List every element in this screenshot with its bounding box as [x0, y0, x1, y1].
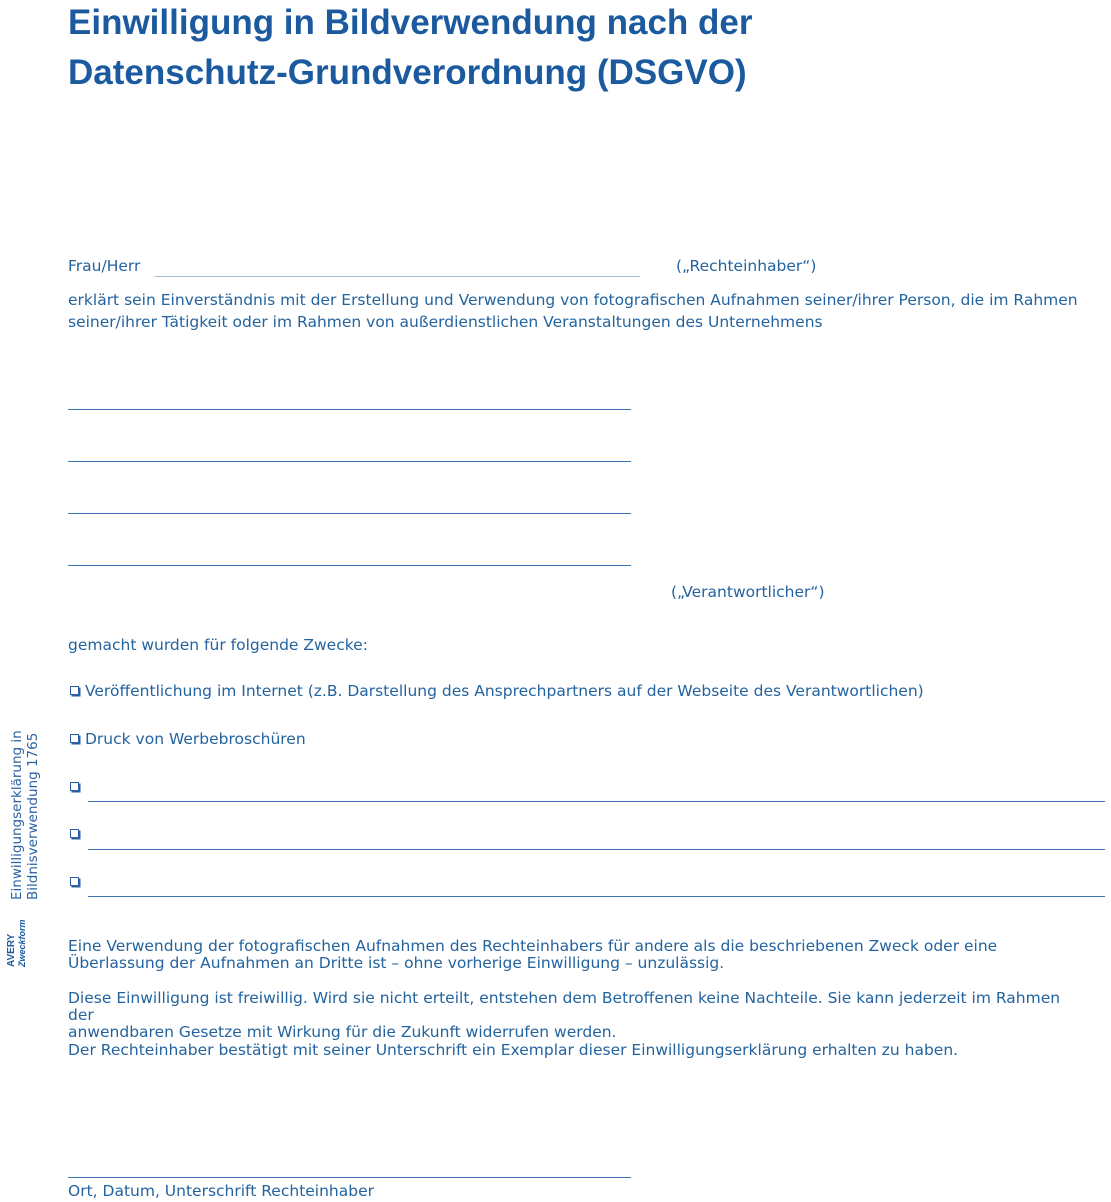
checkbox-custom-1[interactable] — [70, 782, 79, 791]
option-druck-label: Druck von Werbebroschüren — [85, 730, 306, 748]
checkbox-custom-2[interactable] — [70, 829, 79, 838]
paragraph-copy-line1: Der Rechteinhaber bestätigt mit seiner Unterschrift ein Exemplar dieser Einwilligungserklärung erhalten zu haben. — [68, 1041, 959, 1059]
intro-text-line2: seiner/ihrer Tätigkeit oder im Rahmen von außerdienstlichen Veranstaltungen des Unternehmens — [68, 313, 823, 331]
verantwortlicher-label: („Verantwortlicher“) — [671, 583, 825, 601]
option-druck — [70, 728, 306, 750]
logo-text-zweckform: Zweckform — [17, 919, 27, 967]
avery-zweckform-logo — [6, 905, 38, 969]
checkbox-druck[interactable] — [70, 734, 79, 743]
company-field-line-1[interactable] — [68, 409, 631, 410]
zwecke-label: gemacht wurden für folgende Zwecke: — [68, 636, 368, 654]
checkbox-internet[interactable] — [70, 686, 79, 695]
paragraph-copy — [68, 1042, 1068, 1059]
option-internet — [70, 680, 924, 702]
signature-label: Ort, Datum, Unterschrift Rechteinhaber — [68, 1182, 375, 1200]
company-field-line-3[interactable] — [68, 513, 631, 514]
paragraph-usage-line1: Eine Verwendung der fotografischen Aufnahmen des Rechteinhabers für andere als die beschriebenen Zweck oder eine — [68, 937, 998, 955]
page-title-line2: Datenschutz-Grundverordnung (DSGVO) — [68, 53, 747, 92]
sidebar-line2: Bildnisverwendung 1765 — [25, 732, 41, 900]
rechteinhaber-label: („Rechteinhaber“) — [676, 257, 817, 275]
paragraph-usage — [68, 938, 1068, 972]
sidebar-line1: Einwilligungserklärung in — [9, 730, 25, 900]
custom-purpose-line-3[interactable] — [88, 896, 1105, 897]
paragraph-voluntary — [68, 990, 1068, 1041]
logo-text-avery: AVERY — [6, 933, 17, 967]
name-field-line[interactable] — [155, 276, 640, 277]
name-label: Frau/Herr — [68, 257, 141, 275]
option-internet-label: Veröffentlichung im Internet (z.B. Darstellung des Ansprechpartners auf der Webseite des Verantwortlichen) — [85, 682, 924, 700]
page-title-line1: Einwilligung in Bildverwendung nach der — [68, 3, 753, 42]
signature-line[interactable] — [68, 1177, 631, 1178]
logo-icon — [6, 905, 38, 969]
custom-purpose-line-2[interactable] — [88, 849, 1105, 850]
custom-purpose-line-1[interactable] — [88, 801, 1105, 802]
company-field-line-4[interactable] — [68, 565, 631, 566]
paragraph-voluntary-line2: anwendbaren Gesetze mit Wirkung für die Zukunft widerrufen werden. — [68, 1023, 617, 1041]
paragraph-usage-line2: Überlassung der Aufnahmen an Dritte ist – ohne vorherige Einwilligung – unzulässig. — [68, 954, 725, 972]
company-field-line-2[interactable] — [68, 461, 631, 462]
paragraph-voluntary-line1: Diese Einwilligung ist freiwillig. Wird sie nicht erteilt, entstehen dem Betroffenen keine Nachteile. Sie kann jederzeit im Rahmen der — [68, 989, 1061, 1024]
checkbox-custom-3[interactable] — [70, 877, 79, 886]
intro-text-line1: erklärt sein Einverständnis mit der Erstellung und Verwendung von fotografischen Aufnahmen seiner/ihrer Person, die im Rahmen — [68, 291, 1078, 309]
